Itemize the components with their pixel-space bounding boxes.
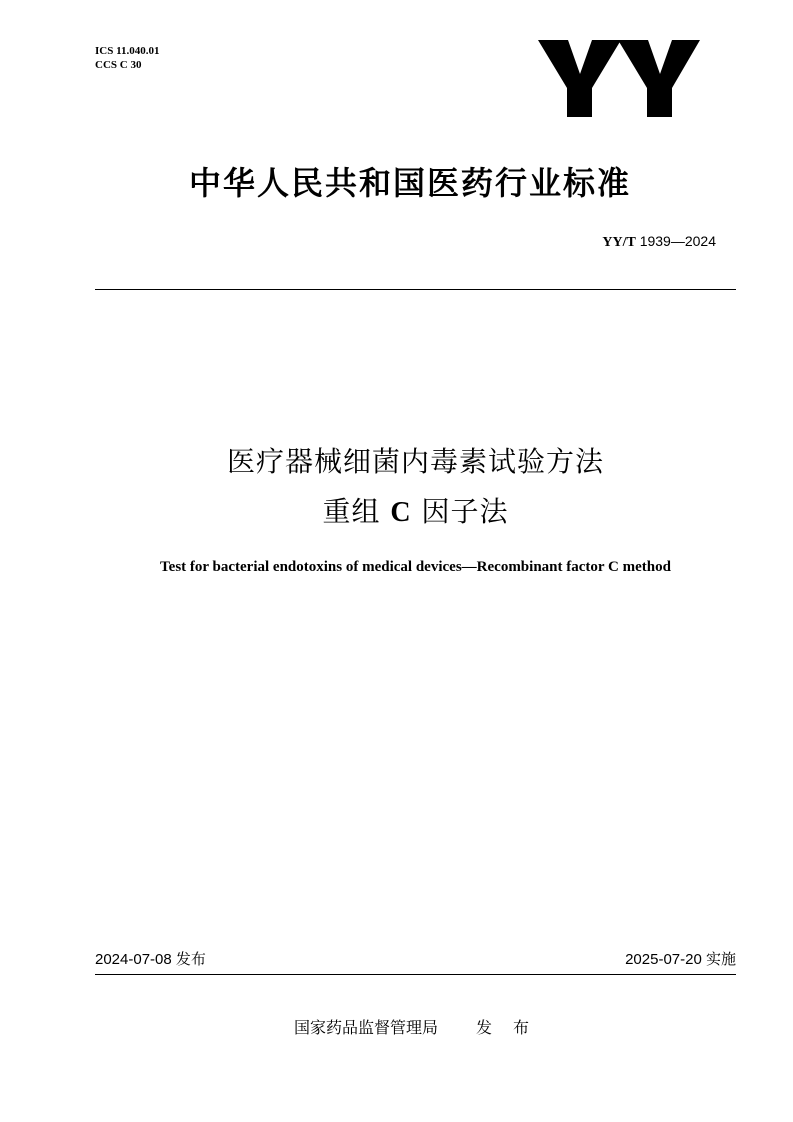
ccs-code: CCS C 30 xyxy=(95,59,142,71)
industry-standard-title: 中华人民共和国医药行业标准 xyxy=(188,164,631,202)
title-cn-line1: 医疗器械细菌内毒素试验方法 xyxy=(226,445,604,478)
logo-letter-y-right xyxy=(618,40,700,117)
standard-number xyxy=(602,233,716,251)
title-cn-line2-pre: 重组 xyxy=(322,495,381,528)
standard-code: YY/T xyxy=(602,235,636,250)
implementation-date: 2025-07-20 实施 xyxy=(625,951,736,968)
footer-divider xyxy=(95,974,736,975)
publisher-verb: 发 布 xyxy=(475,1018,538,1037)
title-cn-line2 xyxy=(95,490,736,530)
standard-year-number: 1939—2024 xyxy=(639,233,716,249)
publisher xyxy=(95,1015,736,1038)
publisher-name: 国家药品监督管理局 xyxy=(293,1018,438,1037)
title-cn-line2-latin: C xyxy=(390,497,412,528)
issue-date: 2024-07-08 发布 xyxy=(95,951,206,968)
title-cn-line2-post: 因子法 xyxy=(421,495,509,528)
header-divider xyxy=(95,289,736,290)
title-en: Test for bacterial endotoxins of medical devices—Recombinant factor C method xyxy=(160,559,671,575)
ics-code: ICS 11.040.01 xyxy=(95,45,160,57)
classification-block xyxy=(95,44,160,72)
yy-logo xyxy=(536,16,701,128)
logo-letter-y-left xyxy=(538,40,621,117)
